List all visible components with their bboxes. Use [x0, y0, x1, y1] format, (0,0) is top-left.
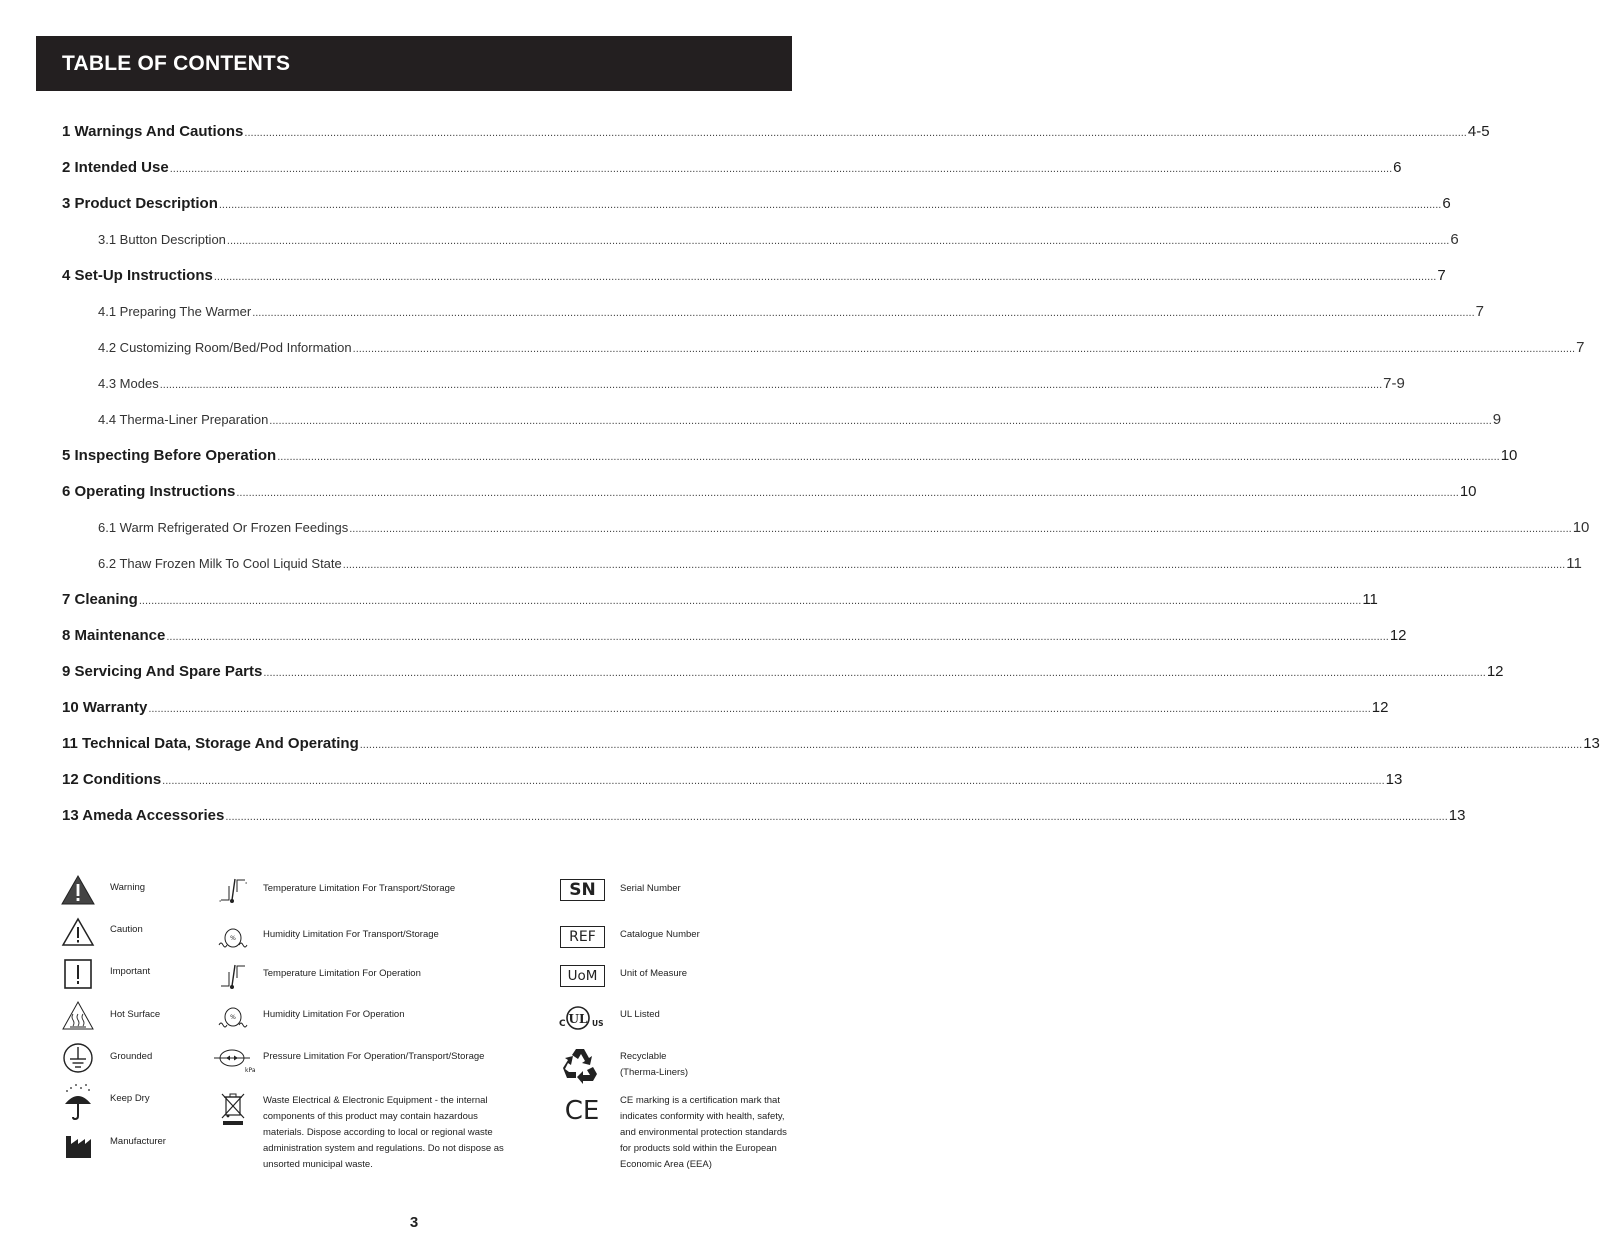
- toc-entry-title: 3.1 Button Description: [98, 231, 226, 247]
- humidity-limit-icon: [215, 921, 251, 953]
- toc-entry-page: 12: [1389, 626, 1407, 644]
- grounded-symbol: [60, 1042, 96, 1074]
- temp-transport-label: Temperature Limitation For Transport/Storage: [263, 883, 456, 894]
- ground-icon: [60, 1042, 96, 1074]
- toc-entry-title: 5 Inspecting Before Operation: [62, 446, 277, 464]
- recyclable-label: Recyclable: [620, 1051, 667, 1062]
- svg-text:%: %: [230, 1014, 236, 1021]
- toc-leader-dots: ................................................................................................................................................................................................................................................................................................................................................................................................................: [213, 271, 1437, 283]
- toc-entry-title: 8 Maintenance: [62, 626, 166, 644]
- toc-entry-page: 6: [1393, 158, 1402, 176]
- toc-leader-dots: ................................................................................................................................................................................................................................................................................................................................................................................................................: [244, 127, 1467, 139]
- svg-text:UL: UL: [568, 1012, 588, 1026]
- toc-leader-dots: ................................................................................................................................................................................................................................................................................................................................................................................................................: [162, 775, 1385, 787]
- toc-entry: [62, 113, 1490, 149]
- ul-listed-label: UL Listed: [620, 1009, 660, 1020]
- toc-entry-page: 12: [1371, 698, 1389, 716]
- manufacturer-label: Manufacturer: [110, 1136, 166, 1147]
- toc-entry-page: 13: [1448, 806, 1466, 824]
- toc-leader-dots: ................................................................................................................................................................................................................................................................................................................................................................................................................: [159, 379, 1383, 391]
- hot-surface-label: Hot Surface: [110, 1009, 161, 1020]
- recyclable-symbol: [562, 1045, 598, 1085]
- umbrella-icon: [60, 1082, 96, 1122]
- pressure-limit-icon: [212, 1043, 254, 1075]
- temp-transport-symbol: [215, 874, 251, 906]
- toc-entry-title: 4.1 Preparing The Warmer: [98, 303, 252, 319]
- toc-entry-page: 4-5: [1467, 122, 1490, 140]
- toc-entry-title: 4.2 Customizing Room/Bed/Pod Information: [98, 339, 352, 355]
- warning-filled-icon: [60, 874, 96, 906]
- toc-entry-page: 10: [1500, 446, 1518, 464]
- unit-of-measure-label: Unit of Measure: [620, 968, 688, 979]
- warning-symbol: [60, 874, 96, 906]
- toc-entry-title: 11 Technical Data, Storage And Operating: [62, 734, 359, 752]
- temp-operation-symbol: [215, 960, 251, 992]
- temp-operation-label: Temperature Limitation For Operation: [263, 968, 421, 979]
- toc-entry: [62, 761, 1403, 797]
- pressure-label: Pressure Limitation For Operation/Transport/Storage: [263, 1051, 485, 1062]
- toc-leader-dots: ................................................................................................................................................................................................................................................................................................................................................................................................................: [277, 451, 1500, 463]
- toc-entry: [62, 725, 1600, 761]
- important-symbol: [60, 958, 96, 990]
- toc-entry: [62, 257, 1446, 293]
- unit-of-measure-icon: UoM: [560, 965, 605, 987]
- toc-entry-title: 3 Product Description: [62, 194, 218, 212]
- ce-symbol: [562, 1094, 602, 1126]
- toc-leader-dots: ................................................................................................................................................................................................................................................................................................................................................................................................................: [148, 703, 1371, 715]
- toc-entry: [62, 473, 1477, 509]
- toc-leader-dots: ................................................................................................................................................................................................................................................................................................................................................................................................................: [166, 631, 1389, 643]
- ce-mark-icon: [562, 1094, 602, 1126]
- manufacturer-symbol: [60, 1128, 96, 1160]
- toc-entry: [62, 581, 1378, 617]
- table-of-contents: [62, 113, 1600, 833]
- ce-marking-label: CE marking is a certification mark that indicates conformity with health, safety, and environmental protection standards for products sold within the European Economic Area (EEA): [620, 1095, 787, 1170]
- toc-entry-page: 11: [1362, 590, 1378, 608]
- svg-text:%: %: [230, 935, 236, 942]
- toc-leader-dots: ................................................................................................................................................................................................................................................................................................................................................................................................................: [263, 667, 1486, 679]
- toc-entry-page: 10: [1572, 518, 1590, 536]
- toc-leader-dots: ................................................................................................................................................................................................................................................................................................................................................................................................................: [352, 343, 1576, 355]
- toc-entry-title: 6 Operating Instructions: [62, 482, 236, 500]
- toc-leader-dots: ................................................................................................................................................................................................................................................................................................................................................................................................................: [349, 523, 1572, 535]
- weee-label: Waste Electrical & Electronic Equipment - the internal components of this product may contain hazardous materials. Dispose according to local or regional waste administration system and regulations. Do not dispose as unsorted municipal waste.: [263, 1095, 504, 1170]
- weee-symbol: [215, 1090, 251, 1128]
- toc-entry-title: 1 Warnings And Cautions: [62, 122, 244, 140]
- toc-leader-dots: ................................................................................................................................................................................................................................................................................................................................................................................................................: [342, 559, 1566, 571]
- toc-leader-dots: ................................................................................................................................................................................................................................................................................................................................................................................................................: [252, 307, 1475, 319]
- warning-label: Warning: [110, 882, 146, 893]
- toc-leader-dots: ................................................................................................................................................................................................................................................................................................................................................................................................................: [236, 487, 1459, 499]
- catalogue-number-text: Catalogue Number: [620, 929, 700, 940]
- serial-number-label: Serial Number: [620, 883, 681, 894]
- toc-entry: [62, 185, 1451, 221]
- toc-entry: [62, 689, 1389, 725]
- crossed-bin-icon: [215, 1090, 251, 1128]
- grounded-label: Grounded: [110, 1051, 153, 1062]
- toc-entry-page: 7: [1576, 338, 1585, 356]
- toc-leader-dots: ................................................................................................................................................................................................................................................................................................................................................................................................................: [269, 415, 1492, 427]
- keep-dry-symbol: [60, 1082, 96, 1122]
- toc-entry: [62, 437, 1518, 473]
- hot-surface-symbol: [60, 1000, 96, 1032]
- humidity-operation-label: Humidity Limitation For Operation: [263, 1009, 405, 1020]
- toc-leader-dots: ................................................................................................................................................................................................................................................................................................................................................................................................................: [218, 199, 1442, 211]
- caution-label: Caution: [110, 924, 143, 935]
- humidity-transport-label: Humidity Limitation For Transport/Storage: [263, 929, 439, 940]
- toc-entry: [62, 149, 1402, 185]
- humidity-transport-symbol: [215, 921, 251, 953]
- toc-entry: [62, 509, 1590, 545]
- recycle-icon: [562, 1045, 598, 1085]
- factory-icon: [60, 1128, 96, 1160]
- toc-entry-title: 12 Conditions: [62, 770, 162, 788]
- toc-entry-title: 10 Warranty: [62, 698, 148, 716]
- catalogue-number-icon: REF: [560, 926, 605, 948]
- toc-leader-dots: ................................................................................................................................................................................................................................................................................................................................................................................................................: [359, 739, 1583, 751]
- toc-entry-title: 13 Ameda Accessories: [62, 806, 225, 824]
- toc-entry: [62, 653, 1504, 689]
- toc-entry-title: 6.1 Warm Refrigerated Or Frozen Feedings: [98, 519, 349, 535]
- important-icon: [60, 958, 96, 990]
- svg-text:°: °: [219, 900, 222, 906]
- important-label: Important: [110, 966, 151, 977]
- toc-entry-page: 9: [1492, 410, 1502, 428]
- ul-listed-symbol: [558, 1004, 608, 1032]
- toc-entry: [62, 329, 1585, 365]
- serial-number-icon: SN: [560, 879, 605, 901]
- thermometer-operation-icon: [215, 960, 251, 992]
- pressure-symbol: [212, 1043, 254, 1075]
- svg-text:CE: CE: [564, 1096, 600, 1126]
- toc-entry-title: 7 Cleaning: [62, 590, 138, 608]
- toc-entry-page: 12: [1486, 662, 1504, 680]
- toc-entry-title: 9 Servicing And Spare Parts: [62, 662, 263, 680]
- toc-entry: [62, 401, 1502, 437]
- page-title: TABLE OF CONTENTS: [36, 36, 792, 91]
- svg-text:kPa: kPa: [245, 1067, 256, 1074]
- toc-entry-page: 13: [1385, 770, 1403, 788]
- thermometer-limit-icon: [215, 874, 251, 906]
- toc-entry-title: 4.3 Modes: [98, 375, 159, 391]
- toc-entry-page: 10: [1459, 482, 1477, 500]
- toc-entry-title: 4 Set-Up Instructions: [62, 266, 213, 284]
- toc-entry-page: 7: [1437, 266, 1446, 284]
- toc-entry-page: 6: [1450, 230, 1459, 248]
- svg-text:C: C: [559, 1019, 566, 1029]
- toc-entry: [62, 617, 1407, 653]
- toc-entry: [62, 221, 1459, 257]
- svg-text:°: °: [245, 882, 248, 888]
- toc-entry: [62, 293, 1484, 329]
- toc-leader-dots: ................................................................................................................................................................................................................................................................................................................................................................................................................: [138, 595, 1362, 607]
- toc-leader-dots: ................................................................................................................................................................................................................................................................................................................................................................................................................: [226, 235, 1450, 247]
- toc-entry-title: 2 Intended Use: [62, 158, 169, 176]
- recyclable-note: (Therma-Liners): [620, 1067, 689, 1078]
- toc-entry: [62, 797, 1466, 833]
- toc-entry-page: 13: [1583, 734, 1600, 752]
- caution-icon: [60, 916, 96, 948]
- toc-entry: [62, 545, 1582, 581]
- toc-entry-title: 4.4 Therma-Liner Preparation: [98, 411, 269, 427]
- hot-surface-icon: [60, 1000, 96, 1032]
- toc-leader-dots: ................................................................................................................................................................................................................................................................................................................................................................................................................: [225, 811, 1448, 823]
- toc-entry-page: 11: [1566, 554, 1582, 572]
- svg-text:US: US: [592, 1019, 604, 1028]
- caution-symbol: [60, 916, 96, 948]
- humidity-operation-symbol: [215, 1001, 251, 1033]
- toc-leader-dots: ................................................................................................................................................................................................................................................................................................................................................................................................................: [169, 163, 1393, 175]
- toc-entry: [62, 365, 1405, 401]
- toc-entry-page: 7-9: [1383, 374, 1405, 392]
- toc-entry-page: 7: [1475, 302, 1484, 320]
- keep-dry-label: Keep Dry: [110, 1093, 150, 1104]
- toc-entry-title: 6.2 Thaw Frozen Milk To Cool Liquid State: [98, 555, 342, 571]
- ul-listed-icon: [558, 1004, 608, 1032]
- page-number: 3: [409, 1214, 419, 1231]
- toc-entry-page: 6: [1442, 194, 1451, 212]
- humidity-operation-icon: [215, 1001, 251, 1033]
